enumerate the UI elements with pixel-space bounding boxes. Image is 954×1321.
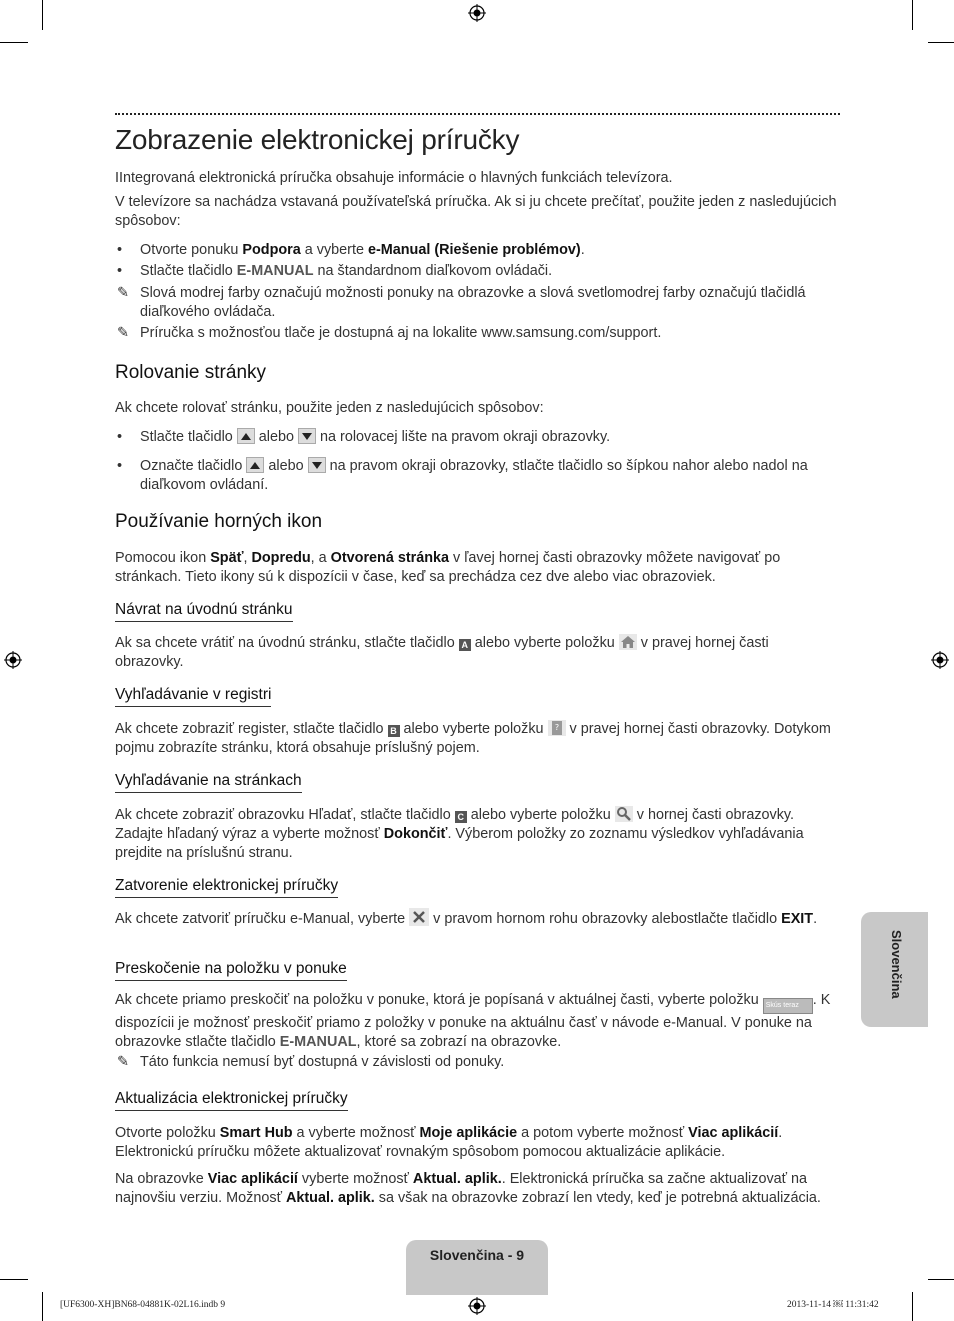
intro-paragraph-2: V televízore sa nachádza vstavaná používateľská príručka. Ak si ju chcete prečítať, použite jeden z nasledujúcich spôsobov: bbox=[115, 194, 837, 229]
crop-mark bbox=[928, 1279, 954, 1280]
arrow-up-icon bbox=[246, 457, 264, 473]
update-paragraph-2: Na obrazovke Viac aplikácií vyberte možnosť Aktual. aplik.. Elektronická príručka sa začne aktualizovať na najnovšiu verziu. Možnosť Aktual. aplik. sa však na obrazovke zobrazí len vtedy, keď je potrebná aktualizácia. bbox=[115, 1171, 821, 1206]
subheading-update: Aktualizácia elektronickej príručky bbox=[115, 1090, 348, 1111]
section-heading-top-icons: Používanie horných ikon bbox=[115, 511, 323, 532]
key-b-icon: B bbox=[388, 725, 400, 737]
page-title: Zobrazenie elektronickej príručky bbox=[115, 124, 520, 155]
intro-paragraph-1: IIntegrovaná elektronická príručka obsahuje informácie o hlavných funkciách televízora. bbox=[115, 170, 673, 186]
section-heading-scroll: Rolovanie stránky bbox=[115, 362, 267, 383]
close-paragraph: Ak chcete zatvoriť príručku e-Manual, vyberte v pravom hornom rohu obrazovky alebostlačte tlačidlo EXIT. bbox=[115, 908, 840, 929]
subheading-home: Návrat na úvodnú stránku bbox=[115, 601, 293, 622]
subheading-close: Zatvorenie elektronickej príručky bbox=[115, 877, 338, 898]
registration-mark-icon bbox=[468, 1297, 486, 1315]
crop-mark bbox=[912, 1292, 913, 1321]
crop-mark bbox=[42, 0, 43, 30]
crop-mark bbox=[42, 1292, 43, 1321]
close-x-icon bbox=[409, 908, 429, 926]
index-paragraph: Ak chcete zobraziť register, stlačte tlačidlo B alebo vyberte položku ? v pravej hornej časti obrazovky. Dotykom pojmu zobrazíte stránku, ktorá obsahuje príslušný pojem. bbox=[115, 721, 831, 756]
registration-mark-icon bbox=[931, 651, 949, 669]
registration-mark-icon bbox=[4, 651, 22, 669]
home-icon bbox=[619, 634, 637, 650]
page-number: Slovenčina - 9 bbox=[429, 1247, 525, 1263]
try-now-button: Skús teraz bbox=[763, 998, 813, 1014]
jump-paragraph: Ak chcete priamo preskočiť na položku v ponuke, ktorá je popísaná v aktuálnej časti, vyberte položku Skús teraz . K dispozícii je možnosť preskočiť priamo z položky v ponuke na aktuálnu časť v návode e-Manual. V ponuke na obrazovke stlačte tlačidlo E-MANUAL, ktoré sa zobrazí na obrazovke. bbox=[115, 992, 831, 1050]
update-paragraph-1: Otvorte položku Smart Hub a vyberte možnosť Moje aplikácie a potom vyberte možnosť Viac aplikácií. Elektronickú príručku môžete aktualizovať rovnakým spôsobom pomocou aktualizácie aplikácie. bbox=[115, 1125, 783, 1160]
home-paragraph: Ak sa chcete vrátiť na úvodnú stránku, stlačte tlačidlo A alebo vyberte položku v pravej hornej časti obrazovky. bbox=[115, 635, 769, 670]
subheading-jump: Preskočenie na položku v ponuke bbox=[115, 960, 347, 981]
arrow-up-icon bbox=[237, 428, 255, 444]
arrow-down-icon bbox=[308, 457, 326, 473]
index-icon bbox=[548, 720, 566, 736]
crop-mark bbox=[0, 1279, 28, 1280]
crop-mark bbox=[0, 42, 28, 43]
pencil-note-icon: ✎ bbox=[117, 1054, 130, 1070]
print-info-left: [UF6300-XH]BN68-04881K-02L16.indb 9 bbox=[60, 1300, 226, 1310]
crop-mark bbox=[912, 0, 913, 30]
top-icons-paragraph: Pomocou ikon Späť, Dopredu, a Otvorená stránka v ľavej hornej časti obrazovky môžete navigovať po stránkach. Tieto ikony sú k dispozícii v čase, keď sa prechádza cez dve alebo viac obrazoviek. bbox=[115, 550, 781, 585]
key-c-icon: C bbox=[455, 811, 467, 823]
pencil-note-icon: ✎ bbox=[117, 325, 130, 341]
svg-text:?: ? bbox=[554, 723, 559, 732]
key-a-icon: A bbox=[459, 639, 471, 651]
arrow-down-icon bbox=[298, 428, 316, 444]
language-side-tab-label: Slovenčina bbox=[889, 930, 904, 999]
subheading-search: Vyhľadávanie na stránkach bbox=[115, 772, 302, 793]
scroll-paragraph: Ak chcete rolovať stránku, použite jeden z nasledujúcich spôsobov: bbox=[115, 400, 544, 416]
search-paragraph: Ak chcete zobraziť obrazovku Hľadať, stlačte tlačidlo C alebo vyberte položku v hornej časti obrazovky. Zadajte hľadaný výraz a vyberte možnosť Dokončiť. Výberom položky zo zoznamu výsledkov vyhľadávania prejdite na príslušnú stranu. bbox=[115, 807, 804, 861]
crop-mark bbox=[928, 42, 954, 43]
pencil-note-icon: ✎ bbox=[117, 285, 130, 301]
magnifier-icon bbox=[615, 806, 633, 822]
print-info-right: 2013-11-14 ￼ 11:31:42 bbox=[787, 1300, 879, 1310]
subheading-index: Vyhľadávanie v registri bbox=[115, 686, 271, 707]
registration-mark-icon bbox=[468, 4, 486, 22]
title-dotted-rule bbox=[115, 113, 840, 115]
